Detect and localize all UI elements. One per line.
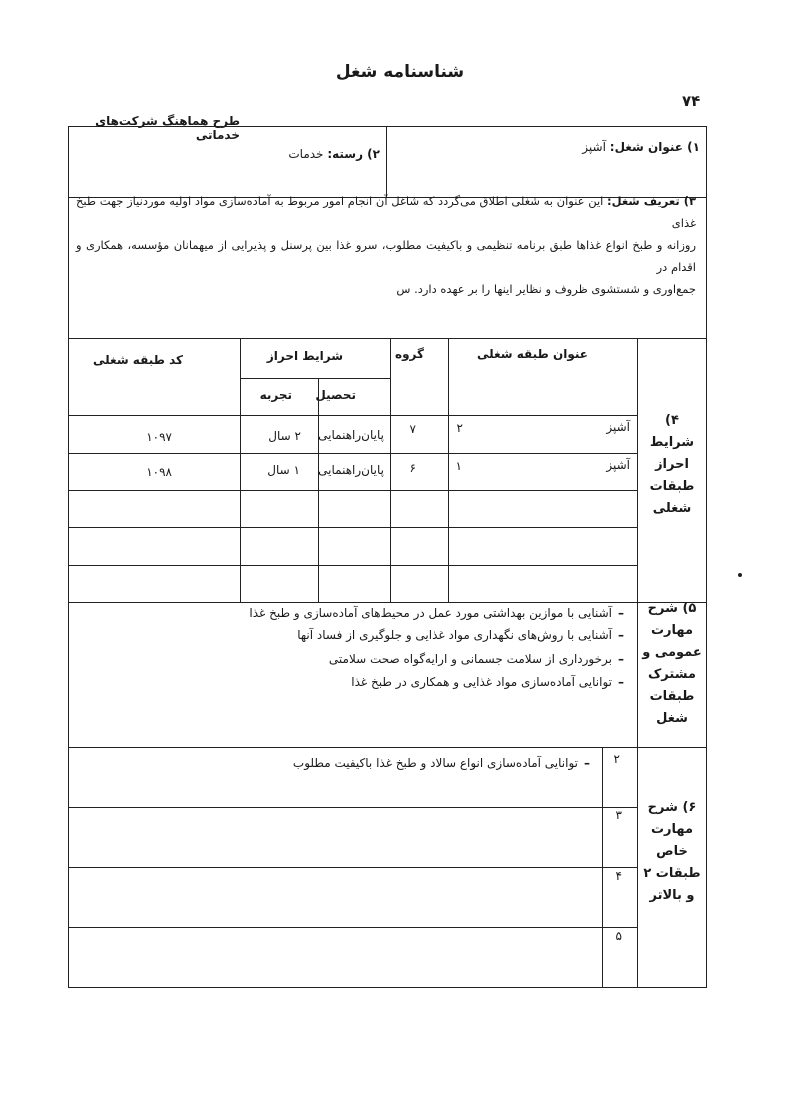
level-number: ۳ — [615, 808, 622, 822]
divider — [390, 338, 391, 602]
row-group: ۷ — [409, 422, 416, 436]
scan-speck — [738, 573, 742, 577]
divider — [68, 602, 707, 603]
definition-line: جمع‌اوری و شستشوی ظروف و نظایر اینها را بر عهده دارد. س — [396, 282, 696, 296]
divider — [68, 807, 637, 808]
general-skill-item: –آشنایی با روش‌های نگهداری مواد غذایی و جلوگیری از فساد آنها — [297, 628, 624, 642]
page-title: شناسنامه شغل — [335, 62, 465, 82]
row-experience: ۱ سال — [267, 463, 300, 477]
general-skills-section-label: ۵) شرح مهارت عمومی و مشترک طبقات شغل — [642, 601, 702, 726]
row-title: آشپز — [606, 420, 630, 434]
general-skill-item: –برخورداری از سلامت جسمانی و ارایه‌گواه صحت سلامتی — [328, 652, 624, 666]
divider — [68, 338, 707, 339]
project-name: طرح هماهنگ شرکت‌های خدماتی — [95, 114, 240, 142]
general-skill-item: –آشنایی با موازین بهداشتی مورد عمل در محیط‌های آماده‌سازی و طبخ غذا — [249, 606, 624, 620]
row-education: پایان‌راهنمایی — [318, 428, 384, 442]
row-education: پایان‌راهنمایی — [318, 463, 384, 477]
row-code: ۱۰۹۸ — [146, 465, 172, 479]
definition-line: روزانه و طبخ انواع غذاها طبق برنامه تنظیمی و باکیفیت مطلوب، سرو غذا بین پرسنل و پذیرایی از میهمانان مؤسسه، همکاری و اقدام در — [76, 238, 696, 274]
divider — [448, 338, 449, 602]
row-experience: ۲ سال — [268, 429, 301, 443]
divider — [68, 527, 637, 528]
col-title-header: عنوان طبقه شغلی — [476, 347, 588, 361]
level-number: ۴ — [615, 869, 622, 883]
divider — [68, 490, 637, 491]
special-skill-item: –توانایی آماده‌سازی انواع سالاد و طبخ غذا باکیفیت مطلوب — [292, 756, 590, 770]
job-definition — [76, 190, 696, 300]
divider — [68, 415, 637, 416]
divider — [68, 565, 637, 566]
definition-line: ۳) تعریف شغل: این عنوان به شغلی اطلاق می‌گردد که شاغل آن انجام امور مربوط به آماده‌سازی مواد اولیه موردنیاز جهت طبخ غذای — [76, 194, 696, 230]
sub-experience-header: تجربه — [259, 388, 292, 402]
job-title-label: ۱) عنوان شغل: — [609, 140, 700, 154]
page-number: ۷۴ — [682, 92, 701, 110]
divider — [637, 338, 638, 988]
special-skills-section-label: ۶) شرح مهارت خاص طبقات ۲ و بالاتر — [643, 800, 701, 903]
level-number: ۲ — [613, 752, 620, 766]
level-number: ۵ — [615, 929, 622, 943]
divider — [240, 378, 390, 379]
divider — [68, 927, 637, 928]
general-skill-item: –توانایی آماده‌سازی مواد غذایی و همکاری در طبخ غذا — [351, 675, 624, 689]
job-title-value: آشپز — [582, 140, 606, 154]
qualifications-section-label: ۴) شرایط احراز طبقات شغلی — [649, 413, 695, 516]
divider — [68, 867, 637, 868]
col-code-header: کد طبقه شغلی — [93, 353, 183, 367]
sub-education-header: تحصیل — [315, 388, 356, 402]
row-code: ۱۰۹۷ — [146, 430, 172, 444]
category-field — [288, 147, 380, 161]
col-group-header: گروه — [395, 347, 424, 361]
row-level: ۲ — [456, 421, 463, 435]
row-level: ۱ — [455, 459, 462, 473]
row-group: ۶ — [409, 461, 416, 475]
category-label: ۲) رسته: — [327, 147, 380, 161]
row-title: آشپز — [606, 458, 630, 472]
divider — [68, 453, 637, 454]
category-value: خدمات — [288, 147, 324, 161]
definition-label: ۳) تعریف شغل: — [607, 194, 696, 208]
divider — [68, 747, 707, 748]
job-title-field — [582, 140, 700, 154]
divider — [386, 126, 387, 197]
col-conditions-header: شرایط احراز — [266, 349, 343, 363]
